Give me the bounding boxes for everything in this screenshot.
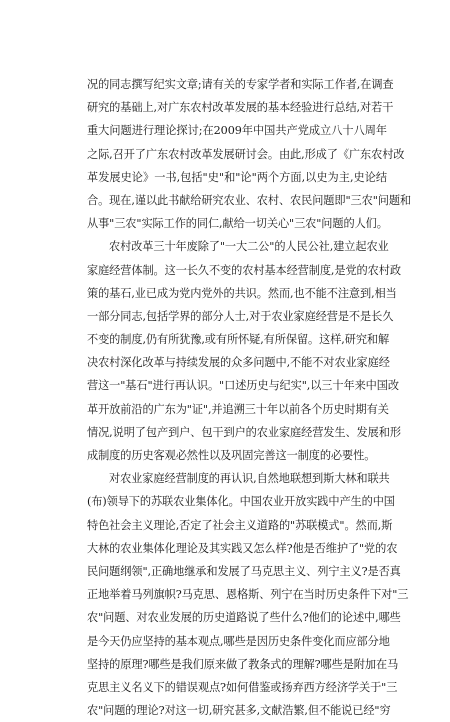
text-line: 不变的制度,仍有所犹豫,或有所怀疑,有所保留。这样,研究和解 [87,333,390,347]
text-line: 正地举着马列旗帜?马克思、恩格斯、列宁在当时历史条件下对"三 [87,588,409,602]
text-line: 民问题纲领",正确地继承和发展了马克思主义、列宁主义?是否真 [87,564,401,578]
text-line: 营这一"基石"进行再认识。"口述历史与纪实",以三十年来中国改 [87,379,399,393]
text-line: 从事"三农"实际工作的同仁,献给一切关心"三农"问题的人们。 [87,217,388,231]
body-text [87,73,411,722]
text-line: (布)领导下的苏联农业集体化。中国农业开放实践中产生的中国 [87,495,395,509]
text-line: 情况,说明了包产到户、包干到户的农业家庭经营发生、发展和形 [87,425,401,439]
text-line: 克思主义名义下的错误观点?如何借鉴或扬弃西方经济学关于"三 [87,680,398,694]
text-line: 特色社会主义理论,否定了社会主义道路的"苏联模式"。然而,斯 [87,518,393,532]
text-line: 重大问题进行理论探讨;在2009年中国共产党成立八十八周年 [87,124,387,138]
paragraph-first-line: 对农业家庭经营制度的再认识,自然地联想到斯大林和联共 [109,472,390,486]
text-line: 农"问题的理论?对这一切,研究甚多,文献浩繁,但不能说已经"穷 [87,704,391,718]
text-line: 成制度的历史客观必然性以及巩固完善这一制度的必要性。 [87,449,376,462]
text-line: 决农村深化改革与持续发展的众多问题中,不能不对农业家庭经 [87,356,390,370]
text-line: 一部分同志,包括学界的部分人士,对于农业家庭经营是不是长久 [87,309,394,323]
paragraph-first-line: 农村改革三十年废除了"一大二公"的人民公社,建立起农业 [109,240,389,254]
text-line: 合。现在,谨以此书献给研究农业、农村、农民问题即"三农"问题和 [87,193,411,207]
text-line: 况的同志撰写纪实文章;请有关的专家学者和实际工作者,在调查 [87,78,394,91]
text-line: 大林的农业集体化理论及其实践又怎么样?他是否维护了"党的农 [87,541,398,555]
text-line: 是今天仍应坚持的基本观点,哪些是因历史条件变化而应部分地 [87,634,390,648]
text-line: 革开放前沿的广东为"证",并追溯三十年以前各个历史时期有关 [87,402,389,416]
text-line: 农"问题、对农业发展的历史道路说了些什么?他们的论述中,哪些 [87,611,401,625]
text-line: 家庭经营体制。这一长久不变的农村基本经营制度,是党的农村政 [87,263,401,277]
text-line: 之际,召开了广东农村改革发展研讨会。由此,形成了《广东农村改 [87,147,405,161]
text-line: 坚持的原理?哪些是我们原来做了教条式的理解?哪些是附加在马 [87,657,399,671]
text-line: 革发展史论》一书,包括"史"和"论"两个方面,以史为主,史论结 [87,170,387,184]
text-line: 研究的基础上,对广东农村改革发展的基本经验进行总结,对若干 [87,101,394,115]
text-line: 策的基石,业已成为党内党外的共识。然而,也不能不注意到,相当 [87,286,397,300]
